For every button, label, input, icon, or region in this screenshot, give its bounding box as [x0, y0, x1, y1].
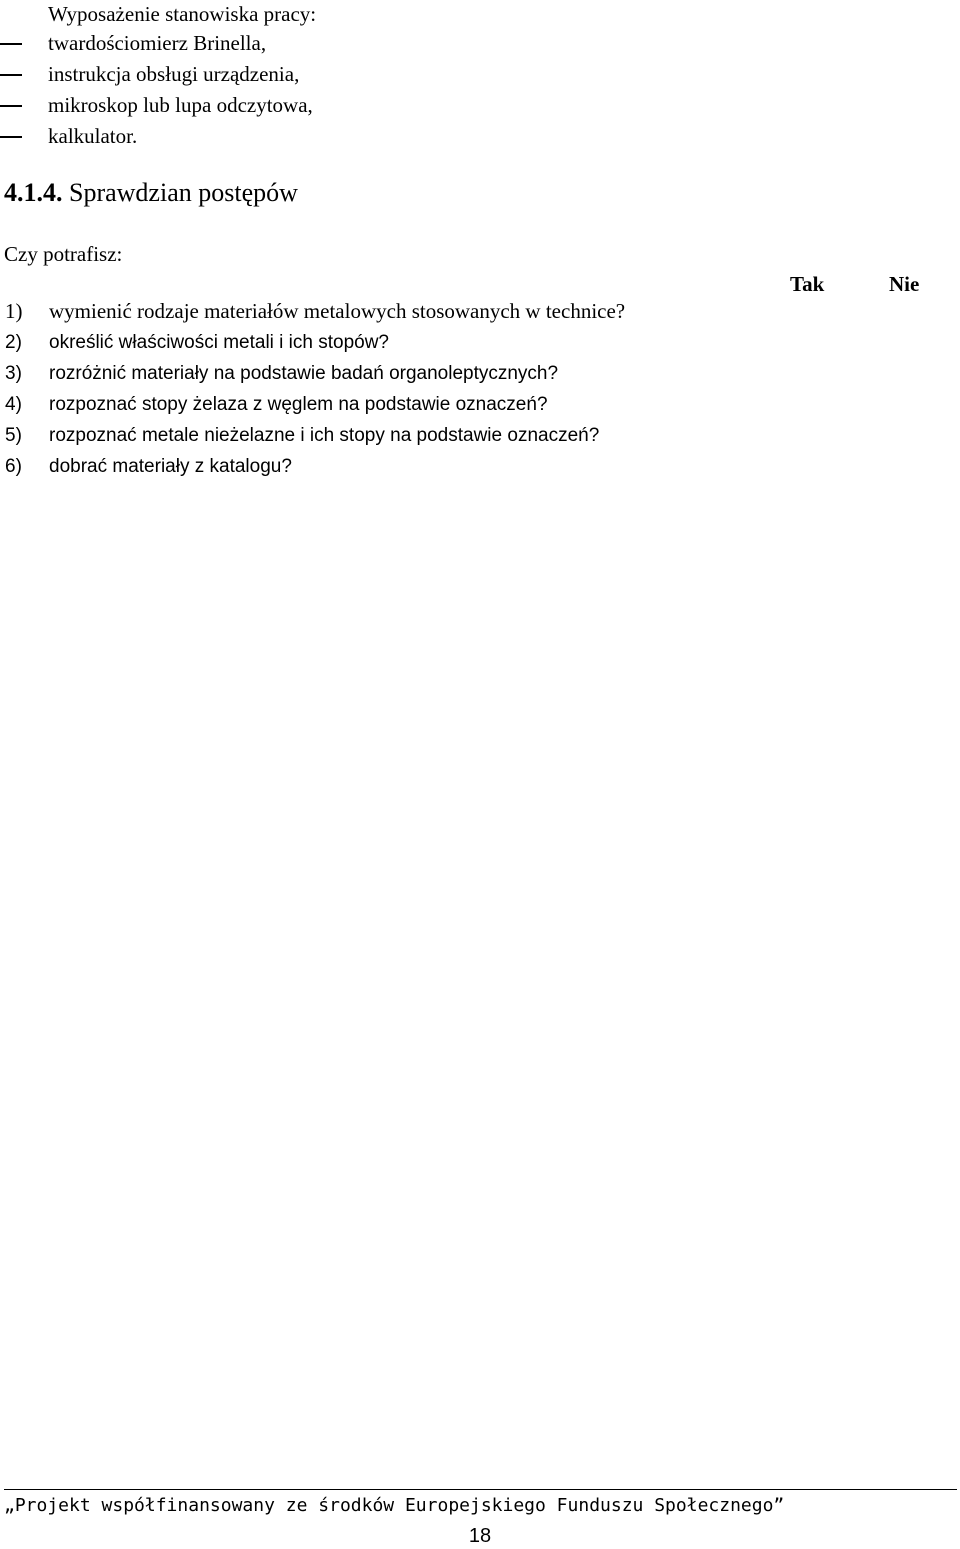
question-number: 3)	[5, 363, 22, 384]
question-text: rozróżnić materiały na podstawie badań organoleptycznych?	[49, 363, 559, 384]
question-text: dobrać materiały z katalogu?	[49, 456, 292, 477]
section-title-text: Sprawdzian postępów	[69, 178, 298, 207]
question-text: rozpoznać stopy żelaza z węglem na podstawie oznaczeń?	[49, 394, 548, 415]
equipment-heading: Wyposażenie stanowiska pracy:	[48, 2, 317, 26]
section-title	[4, 176, 298, 210]
column-header-yes: Tak	[790, 272, 825, 296]
equipment-item-text: kalkulator.	[48, 124, 138, 148]
question-text: określić właściwości metali i ich stopów?	[49, 332, 389, 353]
column-header-no: Nie	[889, 272, 920, 296]
equipment-item-text: twardościomierz Brinella,	[48, 31, 267, 55]
question-number: 6)	[5, 456, 22, 477]
dash-bullet-icon	[0, 105, 22, 107]
question-number: 1)	[5, 299, 23, 323]
section-number: 4.1.4.	[4, 178, 63, 207]
question-number: 5)	[5, 425, 22, 446]
dash-bullet-icon	[0, 136, 22, 138]
page-number: 18	[468, 1525, 492, 1547]
dash-bullet-icon	[0, 43, 22, 45]
footer-divider	[4, 1489, 957, 1490]
dash-bullet-icon	[0, 74, 22, 76]
question-number: 4)	[5, 394, 22, 415]
question-text: rozpoznać metale nieżelazne i ich stopy na podstawie oznaczeń?	[49, 425, 600, 446]
quiz-lead: Czy potrafisz:	[4, 242, 123, 266]
equipment-item-text: instrukcja obsługi urządzenia,	[48, 62, 300, 86]
question-text: wymienić rodzaje materiałów metalowych stosowanych w technice?	[49, 299, 626, 323]
equipment-item-text: mikroskop lub lupa odczytowa,	[48, 93, 313, 117]
question-number: 2)	[5, 332, 22, 353]
footer-funding-note: „Projekt współfinansowany ze środków Europejskiego Funduszu Społecznego”	[4, 1495, 785, 1516]
